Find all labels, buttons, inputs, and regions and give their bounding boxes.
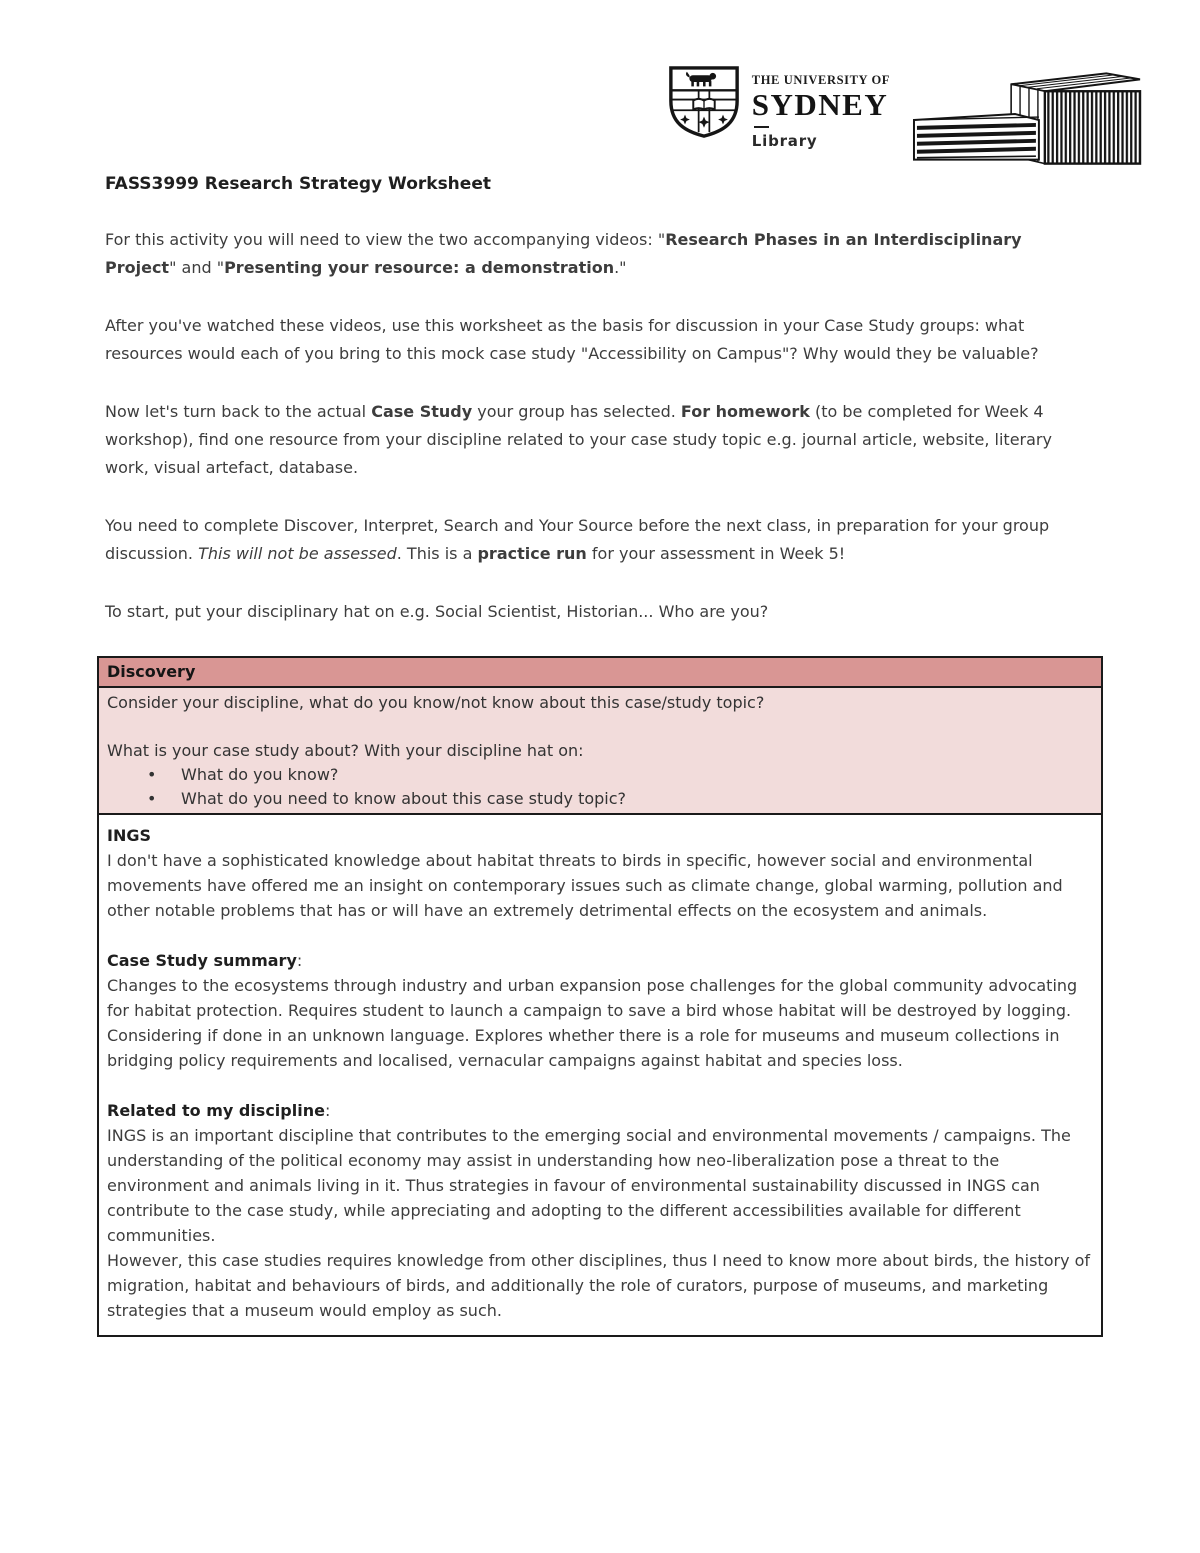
prompt-bullet-item: • What do you need to know about this case study topic? — [147, 787, 1093, 811]
heading-colon: : — [324, 1101, 331, 1120]
intro-paragraph-3: Now let's turn back to the actual Case Study your group has selected. For homework (to be completed for Week 4 workshop), find one resource from your discipline related to your case study topic e.g. journal article, website, literary work, visual artefact, database. — [105, 402, 1052, 477]
intro-paragraph-2: After you've watched these videos, use this worksheet as the basis for discussion in your Case Study groups: what resources would each of you bring to this mock case study "Accessibility on Campus"? Why would they be valuable? — [105, 316, 1039, 363]
intro-paragraph-4: You need to complete Discover, Interpret, Search and Your Source before the next class, in preparation for your group discussion. This will not be assessed. This is a practice run for your assessment in Week 5! — [105, 516, 1050, 563]
university-wordmark — [752, 64, 890, 150]
response-heading-related-discipline — [107, 1098, 1093, 1123]
prompt-bullet-item: • What do you know? — [147, 763, 1093, 787]
library-label: Library — [751, 132, 818, 151]
response-heading-case-study-summary — [107, 948, 1093, 973]
discovery-header-cell: Discovery — [98, 657, 1102, 687]
discovery-prompt-cell — [98, 687, 1102, 814]
discovery-table — [97, 656, 1103, 1337]
response-paragraph-other-disciplines: However, this case studies requires knowledge from other disciplines, thus I need to know more about birds, the history of migration, habitat and behaviours of birds, and additionally the role of curators, purpose of museums, and marketing strategies that a museum would employ as such. — [107, 1251, 1091, 1320]
discovery-prompt-row — [98, 687, 1102, 814]
page-title: FASS3999 Research Strategy Worksheet — [105, 174, 491, 194]
worksheet-body — [0, 166, 1200, 1337]
prompt-bullet-list — [107, 763, 1093, 811]
intro-paragraph-1: For this activity you will need to view the two accompanying videos: "Research Phases in an Interdisciplinary Project" and "Presenting your resource: a demonstration." — [105, 230, 1022, 277]
discovery-header-row — [98, 657, 1102, 687]
discovery-response-row — [98, 814, 1102, 1336]
heading-colon: : — [296, 951, 303, 970]
response-paragraph-related-discipline: INGS is an important discipline that contributes to the emerging social and environmental movements / campaigns. The understanding of the political economy may assist in understanding how neo-liberalization pose a threat to the environment and animals living in it. Thus strategies in favour of environmental sustainability discussed in INGS can contribute to the case study, while appreciating and adopting to the different accessibilities available for different communities. — [107, 1126, 1071, 1245]
intro-paragraph-5: To start, put your disciplinary hat on e.g. Social Scientist, Historian... Who are you? — [105, 602, 769, 621]
library-building-icon — [912, 70, 1142, 166]
university-logo — [666, 64, 890, 150]
response-heading-ings: INGS — [107, 826, 151, 845]
prompt-line-2: What is your case study about? With your discipline hat on: — [107, 741, 584, 760]
university-crest-icon — [666, 64, 742, 140]
response-paragraph-ings: I don't have a sophisticated knowledge about habitat threats to birds in specific, however social and environmental movements have offered me an insight on contemporary issues such as climate change, global warming, pollution and other notable problems that has or will have an extremely detrimental effects on the ecosystem and animals. — [107, 851, 1063, 920]
university-name-small: THE UNIVERSITY OF — [751, 73, 890, 87]
heading-text: Case Study summary — [107, 951, 297, 970]
prompt-line-1: Consider your discipline, what do you know/not know about this case/study topic? — [107, 693, 765, 712]
document-header — [0, 0, 1200, 166]
discovery-response-cell — [98, 814, 1102, 1336]
university-name-large: SYDNEY — [751, 87, 889, 122]
logo-dash — [754, 126, 769, 128]
response-paragraph-case-study-summary: Changes to the ecosystems through industry and urban expansion pose challenges for the global community advocating for habitat protection. Requires student to launch a campaign to save a bird whose habitat will be destroyed by logging. Considering if done in an unknown language. Explores whether there is a role for museums and museum collections in bridging policy requirements and localised, vernacular campaigns against habitat and species loss. — [107, 976, 1078, 1070]
heading-text: Related to my discipline — [107, 1101, 325, 1120]
